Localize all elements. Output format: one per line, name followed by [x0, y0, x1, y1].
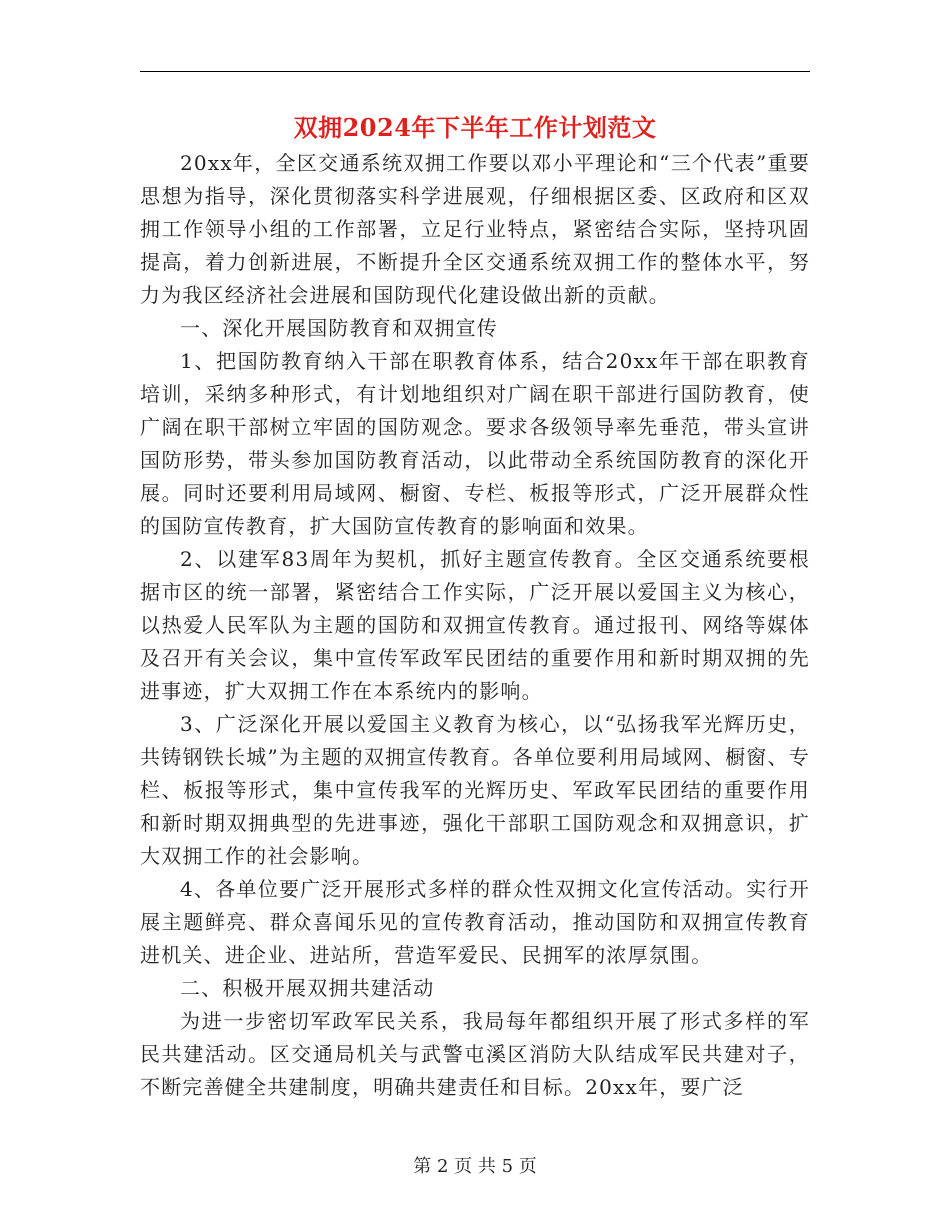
paragraph-item-3: 3、广泛深化开展以爱国主义教育为核心，以“弘扬我军光辉历史，共铸钢铁长城”为主题的双拥宣传教育。各单位要利用局域网、橱窗、专栏、板报等形式，集中宣传我军的光辉历史、军政军民团结的重要作用和新时期双拥典型的先进事迹，强化干部职工国防观念和双拥意识，扩大双拥工作的社会影响。	[140, 712, 810, 868]
page-number: 第 2 页 共 5 页	[413, 1156, 537, 1177]
paragraph-section-2: 为进一步密切军政军民关系，我局每年都组织开展了形式多样的军民共建活动。区交通局机关与武警屯溪区消防大队结成军民共建对子，不断完善健全共建制度，明确共建责任和目标。20xx年，要广泛	[140, 1009, 810, 1099]
document-title: 双拥2024年下半年工作计划范文	[293, 113, 657, 142]
document-body	[140, 147, 810, 1104]
paragraph-item-4: 4、各单位要广泛开展形式多样的群众性双拥文化宣传活动。实行开展主题鲜亮、群众喜闻乐见的宣传教育活动，推动国防和双拥宣传教育进机关、进企业、进站所，营造军爱民、民拥军的浓厚氛围。	[140, 877, 810, 967]
paragraph-item-1: 1、把国防教育纳入干部在职教育体系，结合20xx年干部在职教育培训，采纳多种形式，有计划地组织对广阔在职干部进行国防教育，使广阔在职干部树立牢固的国防观念。要求各级领导率先垂范，带头宣讲国防形势，带头参加国防教育活动，以此带动全系统国防教育的深化开展。同时还要利用局域网、橱窗、专栏、板报等形式，广泛开展群众性的国防宣传教育，扩大国防宣传教育的影响面和效果。	[140, 349, 810, 538]
paragraph-item-2: 2、以建军83周年为契机，抓好主题宣传教育。全区交通系统要根据市区的统一部署，紧密结合工作实际，广泛开展以爱国主义为核心，以热爱人民军队为主题的国防和双拥宣传教育。通过报刊、网络等媒体及召开有关会议，集中宣传军政军民团结的重要作用和新时期双拥的先进事迹，扩大双拥工作在本系统内的影响。	[140, 547, 810, 703]
page-footer	[0, 1152, 950, 1178]
paragraph-intro: 20xx年，全区交通系统双拥工作要以邓小平理论和“三个代表”重要思想为指导，深化贯彻落实科学进展观，仔细根据区委、区政府和区双拥工作领导小组的工作部署，立足行业特点，紧密结合实际，坚持巩固提高，着力创新进展，不断提升全区交通系统双拥工作的整体水平，努力为我区经济社会进展和国防现代化建设做出新的贡献。	[140, 151, 810, 307]
section-heading-1: 一、深化开展国防教育和双拥宣传	[180, 316, 498, 340]
section-heading-2: 二、积极开展双拥共建活动	[180, 976, 435, 1000]
header-rule	[140, 71, 810, 72]
